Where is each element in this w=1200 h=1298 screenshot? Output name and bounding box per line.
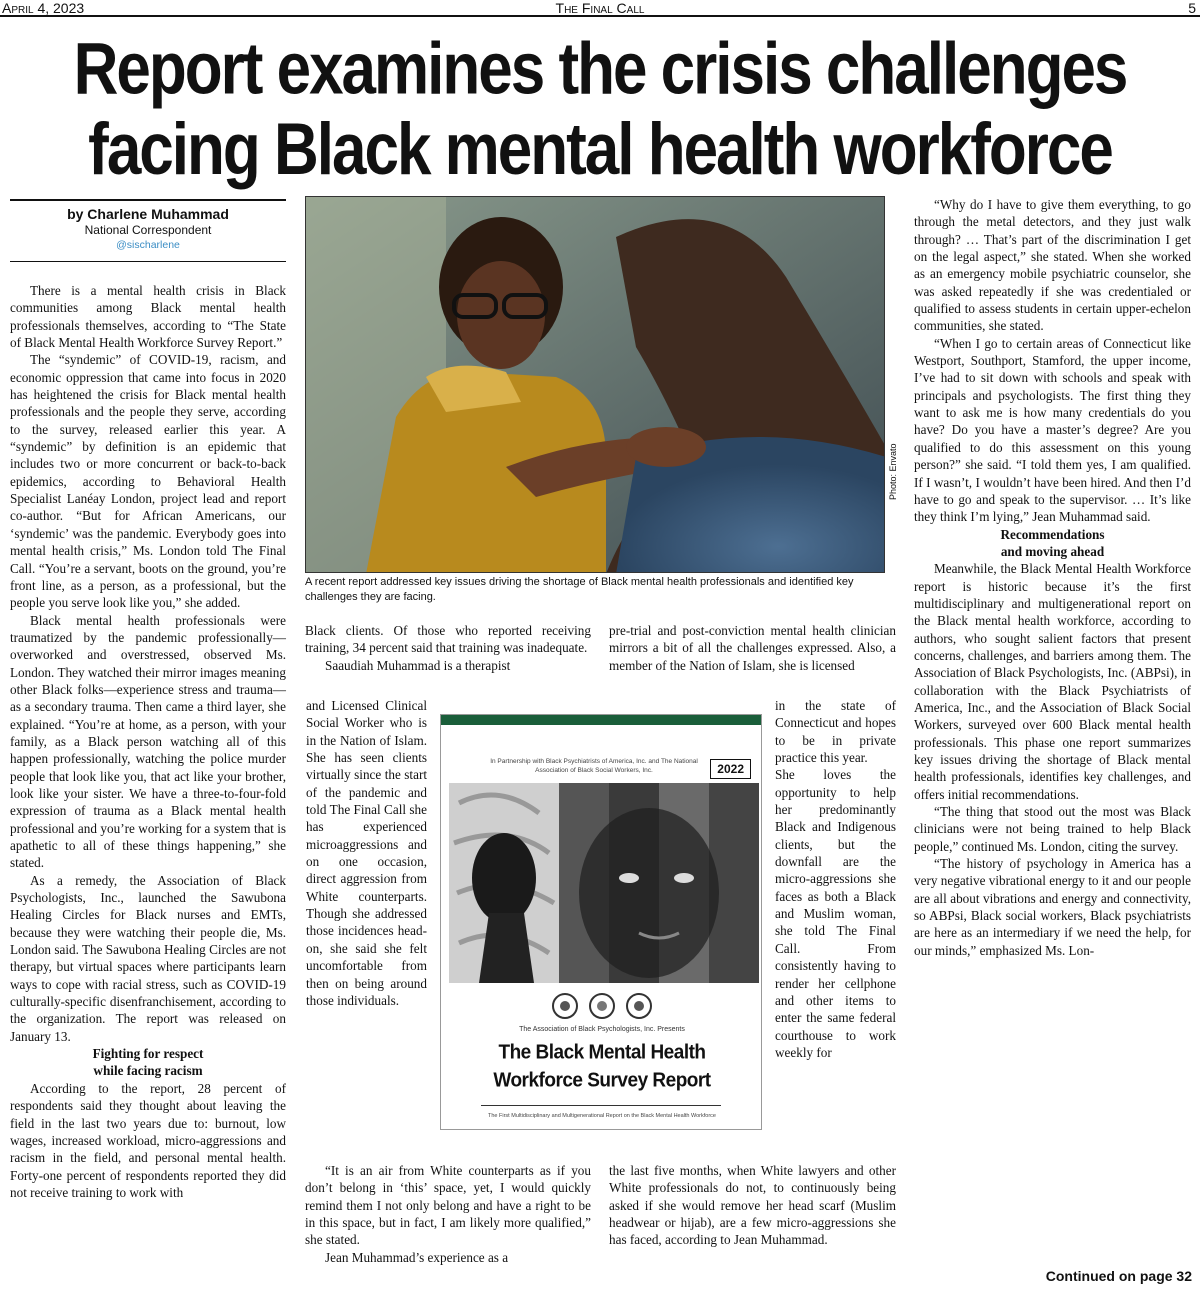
- photo-illustration: [306, 197, 885, 573]
- headline-line-1: Report examines the crisis challenges: [73, 28, 1127, 111]
- issue-date: April 4, 2023: [2, 0, 85, 16]
- column-1: [10, 282, 286, 1201]
- paragraph: Jean Muhammad’s experience as a: [325, 1249, 509, 1265]
- cover-title-line: The Black Mental Health: [498, 1041, 706, 1064]
- page-header: [0, 0, 1200, 17]
- subhead-line: Recommendations: [1000, 526, 1105, 542]
- paragraph: “The thing that stood out the most was Black clinicians were not being trained to help Black people,” continued Ms. London, citing the survey.: [914, 804, 1191, 854]
- headline: [0, 30, 1200, 190]
- paragraph: According to the report, 28 percent of respondents said they thought about leaving the field in the last two years due to: burnout, low wages, increased workload, micro-aggressions and racism in the field, and personal mental health. Forty-one percent of respondents reported they did not receive training to work with: [10, 1080, 286, 1200]
- paragraph: Saaudiah Muhammad is a therapist: [325, 657, 511, 673]
- subhead-line: Fighting for respect: [92, 1046, 204, 1062]
- association-logos: [547, 991, 657, 1021]
- cover-year: 2022: [710, 759, 751, 779]
- column-3-top: [609, 622, 896, 674]
- column-3-bottom: [609, 1162, 896, 1249]
- paragraph: “The history of psychology in America has a very negative vibrational energy to it and our people are all about vibrations and energy and connectivity, so ABPsi, Black social workers, Black psychiatrists are here as an intermediary if we need the help, for our minds,” emphasized Ms. Lon-: [914, 856, 1191, 958]
- cover-presents: The Association of Black Psychologists, Inc. Presents: [519, 1026, 685, 1033]
- column-2-bottom: [305, 1162, 591, 1266]
- photo-credit: Photo: Envato: [888, 443, 898, 500]
- paragraph: As a remedy, the Association of Black Psychologists, Inc., launched the Sawubona Healing Circles for Black nurses and EMTs, because they were watching their people die, Ms. London said. The Sawubona Healing Circles are not therapy, but virtual spaces where participants learn ways to cope with racial stress, such as COVID-19 culturally-specific disenfranchisement, according to the organization. The report was released on January 13.: [10, 872, 286, 1044]
- photo-caption: A recent report addressed key issues driving the shortage of Black mental health professionals and identified key challenges they are facing.: [305, 576, 854, 603]
- column-4: [914, 196, 1191, 959]
- headline-line-2: facing Black mental health workforce: [88, 109, 1112, 191]
- byline: [10, 199, 286, 262]
- column-3-wrap: [775, 697, 896, 1061]
- paragraph: in the state of Connecticut and hopes to be in private practice this year.: [775, 698, 896, 766]
- paragraph: She loves the opportunity to help her predominantly Black and Indigenous clients, but the downfall are the micro-aggressions she faces as both a Black and Muslim woman, she told The Final Call. From consistently having to render her cellphone and other items to enter the same federal courthouse to work weekly for: [775, 767, 896, 1060]
- subhead-line: while facing racism: [93, 1063, 203, 1079]
- cover-title: [441, 1039, 763, 1095]
- paragraph: “Why do I have to give them everything, to go through the metal detectors, and they just walk through? … That’s part of the discrimination I get on the legal aspect,” she stated. When she worked as an emergency mobile psychiatric counselor, she was asked repeatedly if she was credentialed or qualified to assess students in certain upper-echelon communities, she stated.: [914, 197, 1191, 334]
- newspaper-name: The Final Call: [555, 0, 645, 16]
- cover-rule: [481, 1105, 721, 1106]
- paragraph: pre-trial and post-conviction mental health clinician mirrors a bit of all the challenges expressed. Also, a member of the Nation of Islam, she is licensed: [609, 623, 896, 673]
- column-2-wrap: [306, 697, 427, 1009]
- paragraph: “When I go to certain areas of Connecticut like Westport, Southport, Stamford, the upper income, I’ve had to sit down with schools and speak with principals and psychologists. The first thing they want to ask me is how many credentials do you have? Do you have a master’s degree? Are you qualified to do this assessment on this young person?” she said. “I told them yes, I am qualified. If I wasn’t, I wouldn’t have been hired. And then I’d have to go and speak to the supervisor. … It’s like they think I’m lying,” Jean Muhammad said.: [914, 335, 1191, 525]
- article-photo: [305, 196, 885, 573]
- paragraph: There is a mental health crisis in Black communities among Black mental health professionals themselves, according to “The State of Black Mental Health Workforce Survey Report.”: [10, 283, 286, 351]
- subhead: [10, 1045, 286, 1080]
- subhead-line: and moving ahead: [1000, 543, 1105, 559]
- report-cover-image: [440, 714, 762, 1130]
- subhead: [914, 526, 1191, 561]
- paragraph: and Licensed Clinical Social Worker who is in the Nation of Islam. She has seen clients virtually since the start of the pandemic and told The Final Call she has experienced microaggressions and on one occasion, direct aggression from White counterparts. Though she addressed those incidences head-on, she said she felt uncomfortable from then on being around those individuals.: [306, 698, 427, 1008]
- page-number: 5: [1188, 0, 1196, 16]
- paragraph: Black mental health professionals were traumatized by the pandemic professionally—overworked and overstressed, observed Ms. London. They watched their mirror images meaning other Black folks—experience stress and trauma—as a secondary trauma. Then came a third layer, she explained. “You’re at home, as a person, with your family, as a Black person watching all of this happen professionally, watching the police murder people that look like you, that act like your brother, look like your sister. We have a three-to-four-fold expression of trauma as a Black mental health professional and you’re working for a system that is apathetic to all of these things happening,” she stated.: [10, 612, 286, 871]
- paragraph: “It is an air from White counterparts as if you don’t belong in ‘this’ space, yet, I would quickly remind them I not only belong and have a right to be in this space, but in fact, I am likely more qualified,” she stated.: [305, 1163, 591, 1248]
- paragraph: the last five months, when White lawyers and other White professionals do not, to continuously being asked if she would remove her head scarf (Muslim headwear or hijab), are a few micro-aggressions she has faced, according to Jean Muhammad.: [609, 1163, 896, 1248]
- cover-partnership: In Partnership with Black Psychiatrists of America, Inc. and The National Association of Black Social Workers, Inc.: [490, 758, 698, 774]
- column-2-top: [305, 622, 591, 674]
- continued-on-page[interactable]: Continued on page 32: [1045, 1268, 1192, 1284]
- paragraph: Meanwhile, the Black Mental Health Workforce report is historic because it’s the first multidisciplinary and multigenerational report on the Black mental health workforce, according to authors, who sought salient factors that present concerns, challenges, and barriers among them. The Association of Black Psychologists, Inc. (ABPsi), in collaboration with the Black Psychiatrists of America, Inc., and the Association of Black Social Workers, surveyed over 600 Black mental health professionals. This phase one report summarizes key issues driving the shortage of Black mental health professionals, identifies key challenges, and offers initial recommendations.: [914, 561, 1191, 802]
- author-handle[interactable]: @sischarlene: [116, 239, 180, 251]
- paragraph: Black clients. Of those who reported receiving training, 34 percent said that training was inadequate.: [305, 623, 591, 656]
- author-name: by Charlene Muhammad: [67, 206, 229, 222]
- cover-footer: The First Multidisciplinary and Multigenerational Report on the Black Mental Health Workforce: [488, 1113, 716, 1119]
- cover-title-line: Workforce Survey Report: [493, 1069, 711, 1092]
- cover-top-bar: [441, 715, 761, 725]
- cover-portrait-collage: [449, 783, 759, 983]
- author-title: National Correspondent: [84, 223, 212, 237]
- paragraph: The “syndemic” of COVID-19, racism, and economic oppression that came into focus in 2020 has heightened the crisis for Black mental health professionals and the people they serve, according to the survey, released earlier this year. A “syndemic” by definition is an epidemic that includes two or more concurrent or back-to-back epidemics, according to Behavioral Health Specialist Lanéay London, project lead and report co-author. “But for African Americans, our ‘syndemic’ was the pandemic. Everybody goes into mental health crisis,” Ms. London told The Final Call. “You’re a servant, boots on the ground, you’re front line, as a person, as a professional, but the people you serve look like you,” she added.: [10, 352, 286, 611]
